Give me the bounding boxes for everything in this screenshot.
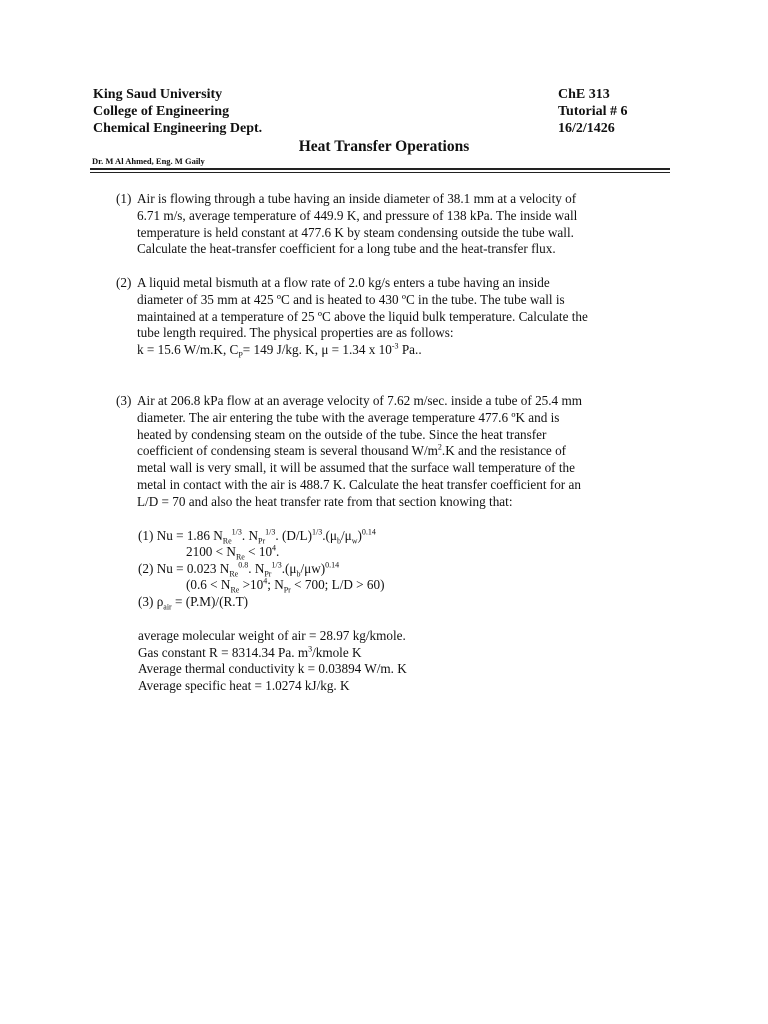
course-code: ChE 313: [558, 87, 610, 102]
problem-line: Calculate the heat-transfer coefficient for a long tube and the heat-transfer flux.: [137, 241, 556, 257]
header-divider-thick: [90, 168, 670, 170]
problem-line: Air at 206.8 kPa flow at an average velocity of 7.62 m/sec. inside a tube of 25.4 mm: [137, 393, 582, 408]
problem-line: heated by condensing steam on the outside of the tube. Since the heat transfer: [137, 426, 547, 442]
page-title: Heat Transfer Operations: [298, 138, 470, 155]
equation-1-range: $2100 < N_{Re} < 10^4$.: [186, 544, 280, 563]
specific-heat: Average specific heat = 1.0274 kJ/kg. K: [138, 677, 350, 693]
date: 16/2/1426: [558, 121, 615, 136]
gas-constant: Gas constant R = 8314.34 Pa. $m^3$/kmole K: [138, 644, 362, 660]
thermal-conductivity: Average thermal conductivity k = 0.03894 W/m. K: [138, 661, 407, 677]
problem-text: [137, 191, 677, 258]
department-name: Chemical Engineering Dept.: [93, 121, 263, 136]
problem-line: metal in contact with the air is 488.7 K. Calculate the heat transfer coefficient for an: [137, 476, 581, 492]
tutorial-number: Tutorial # 6: [558, 104, 628, 119]
college-name: College of Engineering: [93, 104, 230, 119]
equation-2-range: ($0.6 < N_{Re} >10^4$; $N_{Pr} < 700$; L/D > 60): [186, 576, 385, 595]
header-left: [93, 86, 262, 137]
equation-2: (2) Nu = 0.023 $N_{Re}^{0.8}$. $N_{Pr}^{1/3}.(\mu_b/\mu w)^{0.14}$: [138, 560, 340, 579]
university-name: King Saud University: [93, 87, 223, 102]
problem-line: maintained at a temperature of 25 ºC above the liquid bulk temperature. Calculate the: [137, 308, 588, 324]
problem-text: [137, 275, 677, 359]
header-right: [558, 86, 628, 137]
authors: Dr. M Al Ahmed, Eng. M Gaily: [92, 156, 205, 166]
header-divider-thin: [90, 172, 670, 173]
problem-line: 6.71 m/s, average temperature of 449.9 K, and pressure of 138 kPa. The inside wall: [137, 207, 578, 223]
problem-line: coefficient of condensing steam is several thousand $W/m^2.K$ and the resistance of: [137, 443, 567, 459]
problem-line: Air is flowing through a tube having an inside diameter of 38.1 mm at a velocity of: [137, 191, 577, 206]
problem-number: (3): [116, 393, 132, 408]
physical-properties: k = 15.6 W/m.K, $C_P= 149$ J/kg. K, μ = 1.34 x $10^{-3}$ Pa..: [137, 341, 422, 360]
equations-block: [138, 528, 385, 610]
molecular-weight: average molecular weight of air = 28.97 kg/kmole.: [138, 628, 406, 643]
problem-text: [137, 393, 677, 511]
equation-1: (1) Nu = 1.86 $N_{Re}^{1/3}$. $N_{Pr}^{1/3}$. $(D/L)^{1/3}.(\mu_b/\mu_w)^{0.14}$: [138, 527, 376, 546]
problem-line: L/D = 70 and also the heat transfer rate from that section knowing that:: [137, 493, 513, 509]
problem-line: temperature is held constant at 477.6 K by steam condensing outside the tube wall.: [137, 224, 574, 240]
problem-line: A liquid metal bismuth at a flow rate of 2.0 kg/s enters a tube having an inside: [137, 275, 550, 290]
problem-number: (1): [116, 191, 132, 206]
problem-line: tube length required. The physical properties are as follows:: [137, 325, 454, 341]
given-constants: [138, 628, 407, 694]
problem-line: metal wall is very small, it will be assumed that the surface wall temperature of the: [137, 460, 575, 476]
problem-line: diameter of 35 mm at 425 ºC and is heated to 430 ºC in the tube. The tube wall is: [137, 291, 565, 307]
equation-3: (3) $\rho_{air} = (P.M)/(R.T)$: [138, 593, 249, 612]
problem-number: (2): [116, 275, 132, 290]
problem-line: diameter. The air entering the tube with the average temperature 477.6 ºK and is: [137, 409, 560, 425]
